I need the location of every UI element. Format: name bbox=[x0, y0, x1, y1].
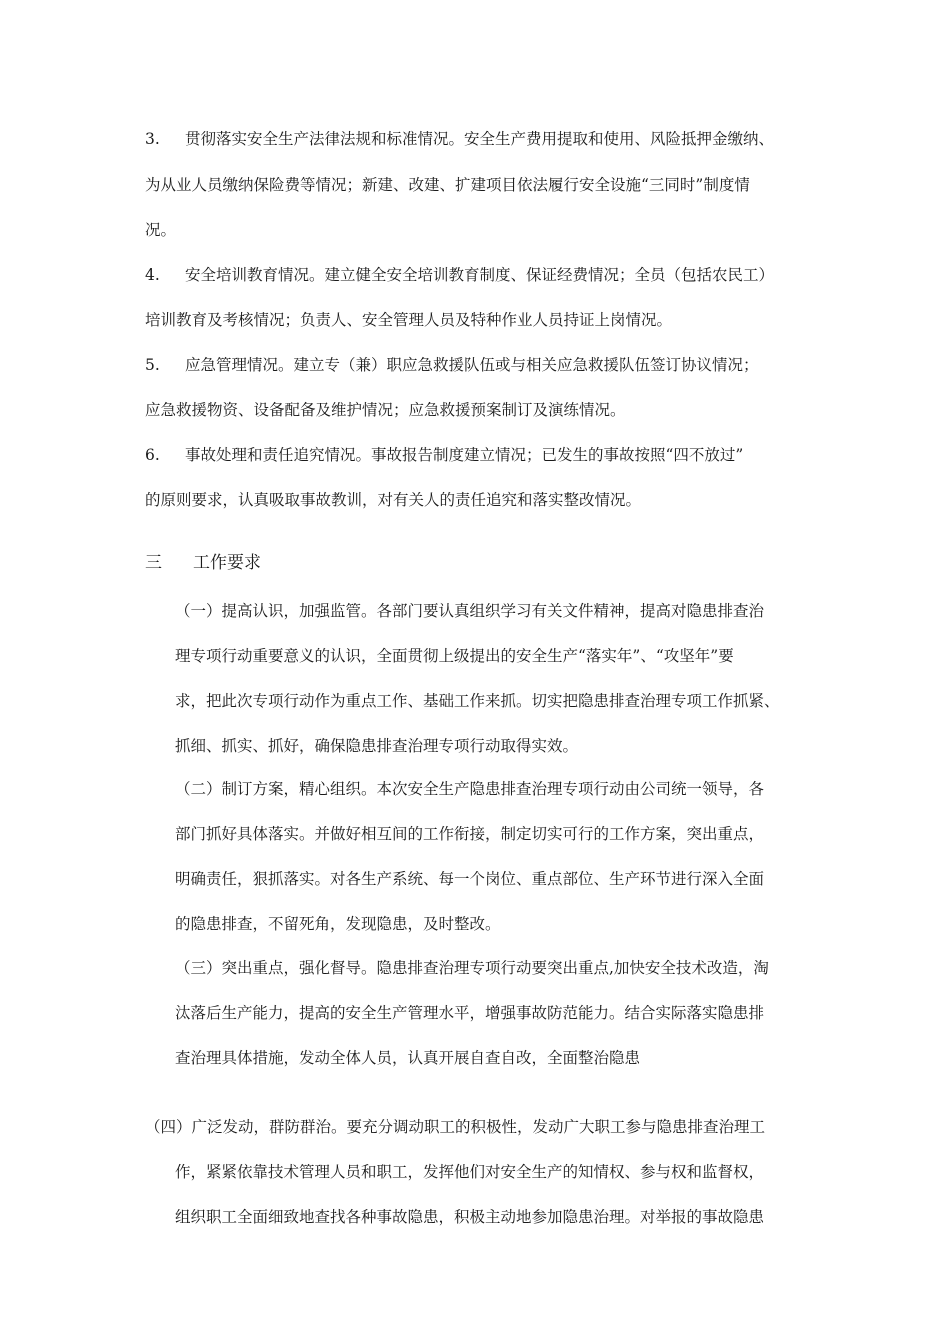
item-5-line-1 bbox=[145, 355, 759, 375]
requirement-1-line-1: （一）提高认识，加强监管。各部门要认真组织学习有关文件精神，提高对隐患排查治 bbox=[175, 602, 765, 620]
requirement-2-line-2: 部门抓好具体落实。并做好相互间的工作衔接，制定切实可行的工作方案，突出重点， bbox=[175, 825, 765, 843]
item-6-line-1 bbox=[145, 445, 743, 465]
requirement-2-line-3: 明确责任，狠抓落实。对各生产系统、每一个岗位、重点部位、生产环节进行深入全面 bbox=[175, 870, 765, 888]
requirement-2-line-1: （二）制订方案，精心组织。本次安全生产隐患排查治理专项行动由公司统一领导，各 bbox=[175, 780, 765, 798]
requirement-3-line-3: 查治理具体措施，发动全体人员，认真开展自查自改，全面整治隐患 bbox=[175, 1049, 641, 1067]
item-6-line-2: 的原则要求，认真吸取事故教训，对有关人的责任追究和落实整改情况。 bbox=[145, 491, 642, 509]
item-4-text-1: 安全培训教育情况。建立健全安全培训教育制度、保证经费情况；全员（包括农民工） bbox=[185, 266, 775, 284]
section-title: 工作要求 bbox=[193, 553, 261, 573]
item-4-line-1 bbox=[145, 265, 774, 285]
requirement-1-line-3: 求，把此次专项行动作为重点工作、基础工作来抓。切实把隐患排查治理专项工作抓紧、 bbox=[175, 692, 780, 710]
requirement-4-line-3: 组织职工全面细致地查找各种事故隐患，积极主动地参加隐患治理。对举报的事故隐患 bbox=[175, 1208, 765, 1226]
item-4-number: 4. bbox=[145, 266, 160, 284]
item-4-line-2: 培训教育及考核情况；负责人、安全管理人员及特种作业人员持证上岗情况。 bbox=[145, 311, 673, 329]
requirement-4-line-1: （四）广泛发动，群防群治。要充分调动职工的积极性，发动广大职工参与隐患排查治理工 bbox=[145, 1118, 766, 1136]
item-5-number: 5. bbox=[145, 356, 160, 374]
item-3-number: 3. bbox=[145, 130, 160, 148]
item-6-number: 6. bbox=[145, 446, 160, 464]
item-3-line-3: 况。 bbox=[145, 221, 177, 239]
requirement-4-line-2: 作，紧紧依靠技术管理人员和职工，发挥他们对安全生产的知情权、参与权和监督权， bbox=[175, 1163, 765, 1181]
item-5-text-1: 应急管理情况。建立专（兼）职应急救援队伍或与相关应急救援队伍签订协议情况； bbox=[185, 356, 759, 374]
item-3-text-1: 贯彻落实安全生产法律法规和标准情况。安全生产费用提取和使用、风险抵押金缴纳、 bbox=[185, 130, 775, 148]
item-6-text-1: 事故处理和责任追究情况。事故报告制度建立情况；已发生的事故按照“四不放过” bbox=[185, 446, 744, 464]
requirement-1-line-4: 抓细、抓实、抓好，确保隐患排查治理专项行动取得实效。 bbox=[175, 737, 579, 755]
item-3-line-1 bbox=[145, 129, 774, 149]
section-number: 三 bbox=[145, 553, 162, 573]
requirement-1-line-2: 理专项行动重要意义的认识，全面贯彻上级提出的安全生产“落实年”、“攻坚年”要 bbox=[175, 647, 734, 665]
requirement-3-line-1: （三）突出重点，强化督导。隐患排查治理专项行动要突出重点,加快安全技术改造，淘 bbox=[175, 959, 769, 977]
item-5-line-2: 应急救援物资、设备配备及维护情况；应急救援预案制订及演练情况。 bbox=[145, 401, 626, 419]
section-heading bbox=[145, 552, 261, 574]
item-3-line-2: 为从业人员缴纳保险费等情况；新建、改建、扩建项目依法履行安全设施“三同时”制度情 bbox=[145, 176, 750, 194]
requirement-2-line-4: 的隐患排查，不留死角，发现隐患，及时整改。 bbox=[175, 915, 501, 933]
requirement-3-line-2: 汰落后生产能力，提高的安全生产管理水平，增强事故防范能力。结合实际落实隐患排 bbox=[175, 1004, 765, 1022]
